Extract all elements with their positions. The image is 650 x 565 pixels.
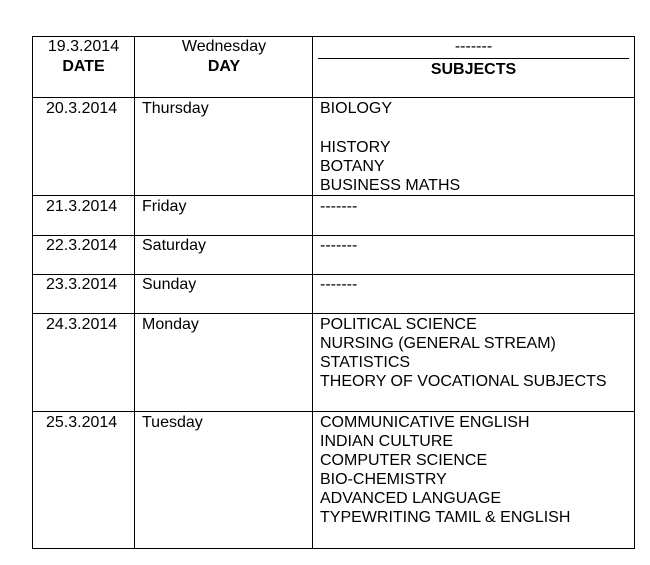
row-date: 20.3.2014	[46, 100, 118, 117]
row-date: 22.3.2014	[46, 237, 118, 254]
subject-item: -------	[320, 276, 358, 293]
header-subject-underline	[318, 58, 629, 59]
column-divider-day-subjects	[312, 36, 313, 549]
row-day: Sunday	[142, 276, 197, 293]
subject-item: COMPUTER SCIENCE	[320, 452, 488, 469]
subject-item: HISTORY	[320, 139, 391, 156]
row-day: Friday	[142, 198, 187, 215]
row-day: Thursday	[142, 100, 209, 117]
subject-item: -------	[320, 198, 358, 215]
subject-item: INDIAN CULTURE	[320, 433, 454, 450]
subject-item: -------	[320, 237, 358, 254]
table-border-right	[634, 36, 635, 549]
column-divider-date-day	[134, 36, 135, 549]
row-date: 24.3.2014	[46, 316, 118, 333]
exam-schedule-table	[32, 36, 635, 549]
row-divider	[32, 97, 635, 98]
header-subject-label: SUBJECTS	[430, 61, 517, 78]
subject-item: BUSINESS MATHS	[320, 177, 461, 194]
header-date-value: 19.3.2014	[47, 38, 120, 55]
row-day: Tuesday	[142, 414, 203, 431]
table-border-left	[32, 36, 33, 549]
subject-item: TYPEWRITING TAMIL & ENGLISH	[320, 509, 571, 526]
subject-item: COMMUNICATIVE ENGLISH	[320, 414, 530, 431]
subject-item: BIOLOGY	[320, 100, 393, 117]
subject-item: BIO-CHEMISTRY	[320, 471, 447, 488]
header-day-label: DAY	[207, 58, 241, 75]
subject-item: ADVANCED LANGUAGE	[320, 490, 502, 507]
row-date: 25.3.2014	[46, 414, 118, 431]
header-date-label: DATE	[62, 58, 105, 75]
row-day: Monday	[142, 316, 199, 333]
row-date: 21.3.2014	[46, 198, 118, 215]
subject-item: BOTANY	[320, 158, 385, 175]
row-divider	[32, 411, 635, 412]
row-divider	[32, 313, 635, 314]
subject-item: NURSING (GENERAL STREAM)	[320, 335, 556, 352]
subject-item: STATISTICS	[320, 354, 411, 371]
row-day: Saturday	[142, 237, 207, 254]
subject-item: POLITICAL SCIENCE	[320, 316, 477, 333]
table-border-bottom	[32, 548, 635, 549]
header-subject-value: -------	[454, 38, 493, 55]
header-day-value: Wednesday	[181, 38, 267, 55]
row-date: 23.3.2014	[46, 276, 118, 293]
subject-item: THEORY OF VOCATIONAL SUBJECTS	[320, 373, 607, 390]
